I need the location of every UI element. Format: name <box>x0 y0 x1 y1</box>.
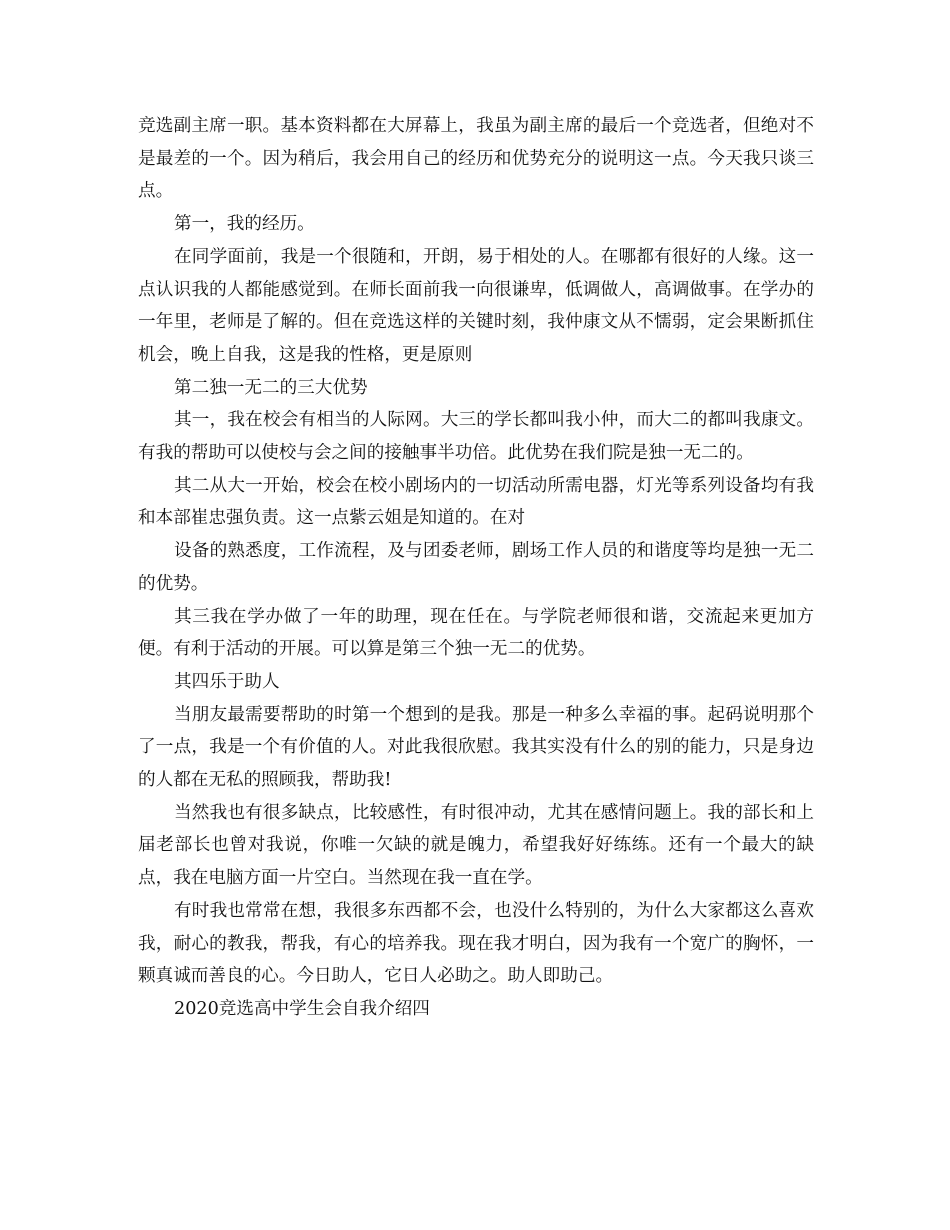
paragraph-8: 其三我在学办做了一年的助理，现在任在。与学院老师很和谐，交流起来更加方便。有利于活动的开展。可以算是第三个独一无二的优势。 <box>138 606 814 660</box>
paragraph-10: 当朋友最需要帮助的时第一个想到的是我。那是一种多么幸福的事。起码说明那个了一点，我是一个有价值的人。对此我很欣慰。我其实没有什么的别的能力，只是身边的人都在无私的照顾我，帮助我! <box>138 704 814 791</box>
paragraph-5: 其一，我在校会有相当的人际网。大三的学长都叫我小仲，而大二的都叫我康文。有我的帮助可以使校与会之间的接触事半功倍。此优势在我们院是独一无二的。 <box>138 410 814 464</box>
paragraph-4: 第二独一无二的三大优势 <box>174 377 368 398</box>
paragraph-2: 第一，我的经历。 <box>174 214 315 235</box>
paragraph-12: 有时我也常常在想，我很多东西都不会，也没什么特别的，为什么大家都这么喜欢我，耐心的教我，帮我，有心的培养我。现在我才明白，因为我有一个宽广的胸怀，一颗真诚而善良的心。今日助人，它日人必助之。助人即助己。 <box>138 900 814 987</box>
paragraph-11: 当然我也有很多缺点，比较感性，有时很冲动，尤其在感情问题上。我的部长和上届老部长也曾对我说，你唯一欠缺的就是魄力，希望我好好练练。还有一个最大的缺点，我在电脑方面一片空白。当然现在我一直在学。 <box>138 802 814 889</box>
paragraph-9: 其四乐于助人 <box>174 671 280 692</box>
paragraph-3: 在同学面前，我是一个很随和，开朗，易于相处的人。在哪都有很好的人缘。这一点认识我的人都能感觉到。在师长面前我一向很谦卑，低调做人，高调做事。在学办的一年里，老师是了解的。但在竞选这样的关键时刻，我仲康文从不懦弱，定会果断抓住机会，晚上自我，这是我的性格，更是原则 <box>138 246 814 365</box>
paragraph-6: 其二从大一开始，校会在校小剧场内的一切活动所需电器，灯光等系列设备均有我和本部崔忠强负责。这一点紫云姐是知道的。在对 <box>138 475 814 529</box>
document-body <box>138 110 814 1026</box>
paragraph-1: 竞选副主席一职。基本资料都在大屏幕上，我虽为副主席的最后一个竞选者，但绝对不是最差的一个。因为稍后，我会用自己的经历和优势充分的说明这一点。今天我只谈三点。 <box>138 116 814 202</box>
paragraph-7: 设备的熟悉度，工作流程，及与团委老师，剧场工作人员的和谐度等均是独一无二的优势。 <box>138 541 814 594</box>
paragraph-13: 2020竞选高中学生会自我介绍四 <box>174 998 430 1019</box>
